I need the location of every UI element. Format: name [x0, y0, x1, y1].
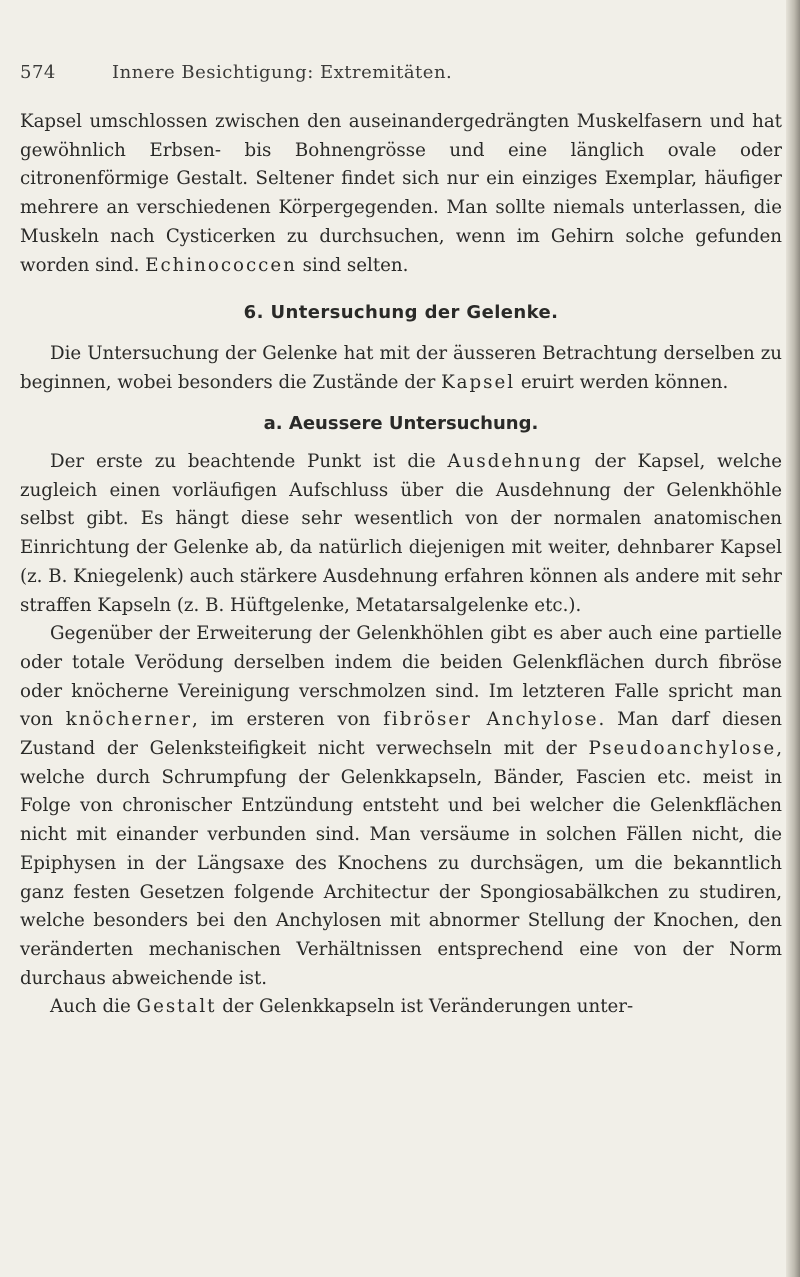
page-edge-shadow	[786, 0, 800, 1277]
book-page	[20, 62, 782, 1022]
paragraph-gestalt: Auch die Gestalt der Gelenkkapseln ist Veränderungen unter-	[50, 996, 634, 1018]
paragraph-gelenke-intro: Die Untersuchung der Gelenke hat mit der äusseren Betrachtung derselben zu beginnen, wobei besonders die Zustände der Kapsel eruirt werden können.	[20, 342, 782, 393]
section-heading-gelenke: 6. Untersuchung der Gelenke.	[243, 302, 559, 324]
emphasis-ausdehnung: Ausdehnung	[447, 451, 583, 473]
paragraph-ausdehnung: Der erste zu beachtende Punkt ist die Ausdehnung der Kapsel, welche zugleich einen vorläufigen Aufschluss über die Ausdehnung der Gelenkhöhle selbst gibt. Es hängt diese sehr wesentlich von der normalen anatomischen Einrichtung der Gelenke ab, da natürlich diejenigen mit weiter, dehnbarer Kapsel (z. B. Kniegelenk) auch stärkere Ausdehnung erfahren können als andere mit sehr straffen Kapseln (z. B. Hüftgelenke, Metatarsalgelenke etc.).	[20, 451, 782, 616]
emphasis-pseudoanchylose: Pseudoanchylose	[588, 738, 777, 760]
subsection-heading-aeussere: a. Aeussere Untersuchung.	[263, 413, 539, 435]
paragraph-kapsel: Kapsel umschlossen zwischen den auseinandergedrängten Muskelfasern und hat gewöhnlich Erbsen- bis Bohnengrösse und eine länglich ovale oder citronenförmige Gestalt. Seltener findet sich nur ein einziges Exemplar, häufiger mehrere an verschiedenen Körpergegenden. Man sollte niemals unterlassen, die Muskeln nach Cysticerken zu durchsuchen, wenn im Gehirn solche gefunden worden sind. Echinococcen sind selten.	[20, 111, 782, 276]
page-number: 574	[20, 62, 56, 83]
emphasis-kapsel: Kapsel	[441, 371, 516, 393]
emphasis-gestalt: Gestalt	[136, 996, 217, 1018]
running-title: Innere Besichtigung: Extremitäten.	[112, 62, 453, 83]
running-head	[20, 62, 782, 88]
emphasis-fibroeser-anchylose: fibröser Anchylose	[383, 709, 599, 731]
page-body	[20, 108, 782, 1022]
emphasis-knoecherner: knöcherner	[65, 709, 192, 731]
paragraph-anchylose: Gegenüber der Erweiterung der Gelenkhöhlen gibt es aber auch eine partielle oder totale Verödung derselben indem die beiden Gelenkflächen durch fibröse oder knöcherne Vereinigung verschmolzen sind. Im letzteren Falle spricht man von knöcherner, im ersteren von fibröser Anchylose. Man darf diesen Zustand der Gelenksteifigkeit nicht verwechseln mit der Pseudoanchylose, welche durch Schrumpfung der Gelenkkapseln, Bänder, Fascien etc. meist in Folge von chronischer Entzündung entsteht und bei welcher die Gelenkflächen nicht mit einander verbunden sind. Man versäume in solchen Fällen nicht, die Epiphysen in der Längsaxe des Knochens zu durchsägen, um die bekanntlich ganz festen Gesetzen folgende Architectur der Spongiosabälkchen zu studiren, welche besonders bei den Anchylosen mit abnormer Stellung der Knochen, den veränderten mechanischen Verhältnissen entsprechend eine von der Norm durchaus abweichende ist.	[20, 623, 782, 989]
emphasis-echinococcen: Echinococcen	[145, 254, 297, 276]
